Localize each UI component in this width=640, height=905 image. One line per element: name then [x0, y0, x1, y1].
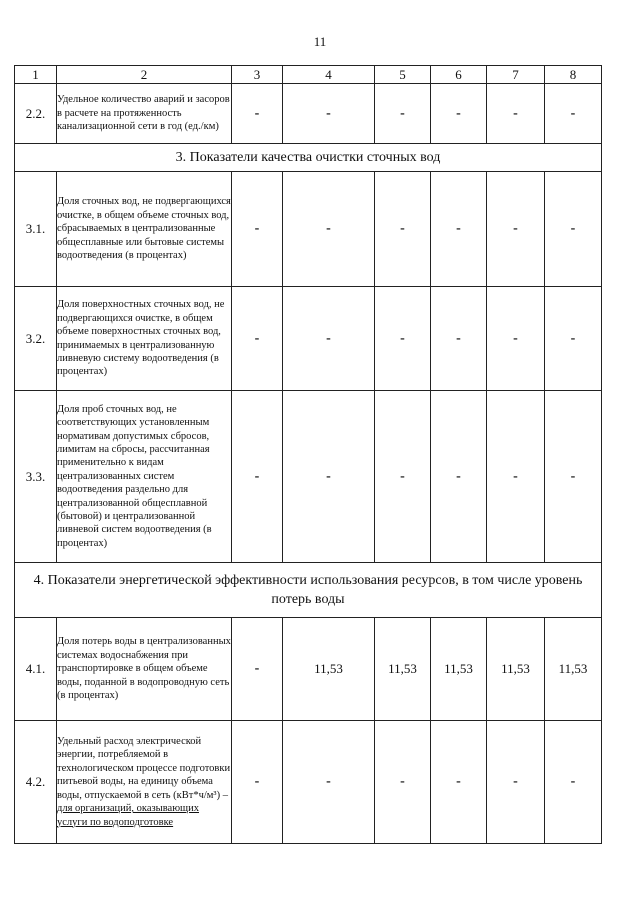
- value-cell: -: [283, 721, 375, 844]
- value-cell: -: [431, 172, 487, 287]
- value-cell: -: [232, 618, 283, 721]
- value-cell: -: [283, 84, 375, 144]
- description-text: Удельное количество аварий и засоров в расчете на протяженность канализационной сети в год (ед./км): [57, 94, 230, 133]
- section-title: 3. Показатели качества очистки сточных вод: [15, 144, 602, 172]
- value-cell: 11,53: [487, 618, 545, 721]
- value-cell: 11,53: [375, 618, 431, 721]
- description-underlined-text: для организаций, оказывающих услуги по водоподготовке: [57, 803, 199, 828]
- header-cell: 8: [545, 66, 602, 84]
- description-text: Доля поверхностных сточных вод, не подвергающихся очистке, в общем объеме поверхностных сточных вод, принимаемых в централизованную ливневую систему водоотведения (в процентах): [57, 299, 225, 378]
- header-cell: 5: [375, 66, 431, 84]
- header-cell: 6: [431, 66, 487, 84]
- value-cell: 11,53: [283, 618, 375, 721]
- description-text: Доля сточных вод, не подвергающихся очистке, в общем объеме сточных вод, сбрасываемых в централизованные общесплавные или бытовые системы водоотведения (в процентах): [57, 196, 231, 262]
- indicator-description: [57, 84, 232, 144]
- header-cell: 7: [487, 66, 545, 84]
- value-cell: -: [375, 84, 431, 144]
- header-cell: 2: [57, 66, 232, 84]
- header-cell: 3: [232, 66, 283, 84]
- value-cell: -: [431, 721, 487, 844]
- row-number: 4.1.: [15, 618, 57, 721]
- section-row: [15, 144, 602, 172]
- value-cell: -: [545, 287, 602, 391]
- value-cell: -: [545, 84, 602, 144]
- value-cell: -: [487, 84, 545, 144]
- header-row: [15, 66, 602, 84]
- value-cell: -: [375, 721, 431, 844]
- value-cell: -: [283, 287, 375, 391]
- description-text: Доля проб сточных вод, не соответствующих установленным нормативам допустимых сбросов, лимитам на сбросы, рассчитанная применительно к видам централизованных систем водоотведения раздельно для централизованной общесплавной (бытовой) и централизованной ливневой систем водоотведения (в процентах): [57, 403, 212, 549]
- indicator-description: [57, 172, 232, 287]
- row-number: 2.2.: [15, 84, 57, 144]
- value-cell: -: [487, 391, 545, 563]
- indicators-table: [14, 65, 602, 844]
- value-cell: -: [431, 391, 487, 563]
- row-number: 3.1.: [15, 172, 57, 287]
- page-number: 11: [313, 34, 327, 49]
- row-number: 3.3.: [15, 391, 57, 563]
- value-cell: -: [283, 172, 375, 287]
- value-cell: -: [545, 172, 602, 287]
- section-title: 4. Показатели энергетической эффективности использования ресурсов, в том числе уровень потерь воды: [15, 563, 602, 618]
- value-cell: -: [431, 287, 487, 391]
- value-cell: -: [545, 721, 602, 844]
- value-cell: -: [232, 721, 283, 844]
- table-row: [15, 618, 602, 721]
- value-cell: -: [232, 287, 283, 391]
- value-cell: -: [232, 84, 283, 144]
- value-cell: 11,53: [545, 618, 602, 721]
- description-text: Удельный расход электрической энергии, потребляемой в технологическом процессе подготовки питьевой воды, на единицу объема воды, отпускаемой в сеть (кВт*ч/м³) –: [57, 736, 231, 801]
- value-cell: -: [431, 84, 487, 144]
- indicator-description: [57, 287, 232, 391]
- value-cell: -: [232, 391, 283, 563]
- value-cell: -: [487, 172, 545, 287]
- value-cell: -: [487, 721, 545, 844]
- table-row: [15, 721, 602, 844]
- value-cell: -: [232, 172, 283, 287]
- row-number: 4.2.: [15, 721, 57, 844]
- indicator-description: [57, 618, 232, 721]
- value-cell: -: [545, 391, 602, 563]
- indicator-description: [57, 721, 232, 844]
- table-row: [15, 287, 602, 391]
- header-cell: 4: [283, 66, 375, 84]
- header-cell: 1: [15, 66, 57, 84]
- indicator-description: [57, 391, 232, 563]
- description-text: Доля потерь воды в централизованных системах водоснабжения при транспортировке в общем объеме воды, поданной в водопроводную сеть (в процентах): [57, 636, 231, 702]
- value-cell: -: [375, 287, 431, 391]
- row-number: 3.2.: [15, 287, 57, 391]
- value-cell: -: [375, 172, 431, 287]
- table-row: [15, 172, 602, 287]
- table-row: [15, 391, 602, 563]
- table-row: [15, 84, 602, 144]
- section-row: [15, 563, 602, 618]
- value-cell: -: [487, 287, 545, 391]
- value-cell: 11,53: [431, 618, 487, 721]
- value-cell: -: [375, 391, 431, 563]
- value-cell: -: [283, 391, 375, 563]
